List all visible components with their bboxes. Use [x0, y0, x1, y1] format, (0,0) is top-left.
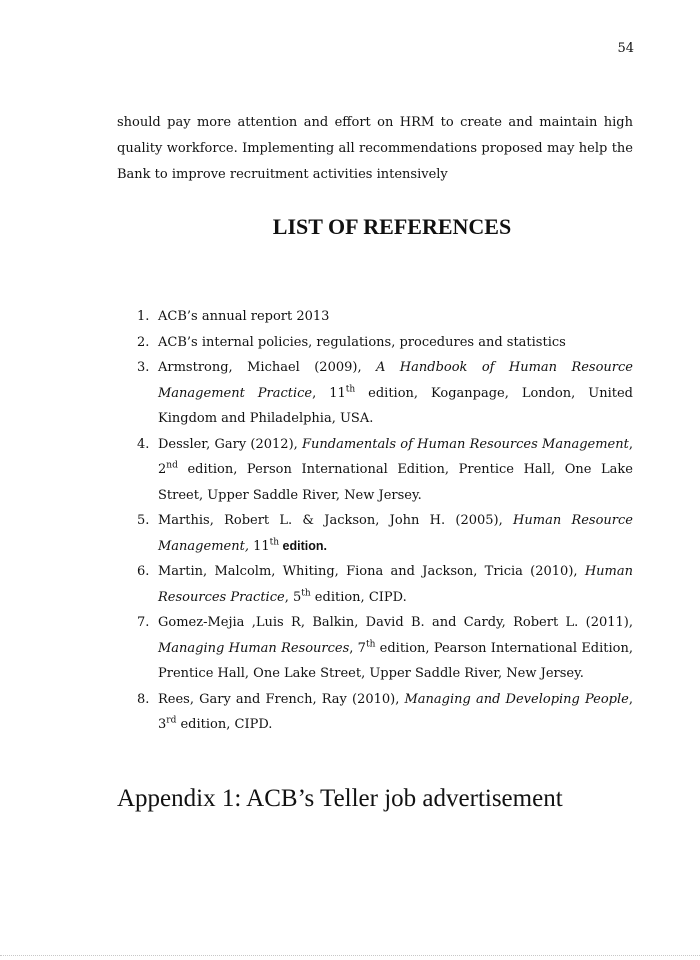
reference-title: Managing Human Resources	[158, 640, 350, 656]
appendix-heading: Appendix 1: ACB’s Teller job advertisement	[117, 785, 563, 812]
reference-title: Managing and Developing People	[404, 691, 629, 707]
reference-text: Gomez-Mejia ,Luis R, Balkin, David B. and Cardy, Robert L. (2011),	[158, 615, 633, 630]
reference-edition: , 5	[284, 589, 302, 605]
reference-item	[117, 330, 633, 356]
edition-suffix: th	[269, 537, 280, 548]
page-bottom-divider	[0, 955, 700, 956]
reference-number: 2.	[137, 334, 150, 350]
reference-edition: , 11	[312, 385, 346, 401]
body-paragraph: should pay more attention and effort on HRM to create and maintain high quality workforce. Implementing all recommendations proposed may help the Bank to improve recruitment activities intensively	[117, 115, 633, 182]
reference-text: Armstrong, Michael (2009),	[158, 360, 376, 375]
reference-publisher: edition, Person International Edition, Prentice Hall, One Lake Street, Upper Saddle River, New Jersey.	[158, 462, 633, 503]
reference-title: A Handbook of Human Resource Management Practice	[158, 360, 633, 401]
reference-number: 4.	[137, 436, 150, 452]
reference-text: Rees, Gary and French, Ray (2010),	[158, 691, 405, 707]
reference-text: ACB’s internal policies, regulations, procedures and statistics	[158, 334, 566, 350]
reference-number: 3.	[137, 360, 150, 375]
reference-title: Fundamentals of Human Resources Management	[302, 436, 629, 452]
reference-number: 7.	[137, 615, 150, 630]
page-number: 54	[617, 41, 634, 56]
reference-text: ACB’s annual report 2013	[158, 309, 330, 324]
edition-suffix: th	[301, 588, 311, 599]
reference-title: Human Resource Management,	[158, 513, 633, 554]
reference-publisher: edition, CIPD.	[310, 589, 407, 605]
reference-text: Dessler, Gary (2012),	[158, 436, 303, 452]
reference-item	[117, 687, 633, 738]
reference-number: 8.	[137, 691, 150, 707]
reference-edition: , 3	[158, 691, 633, 732]
reference-publisher: edition, Koganpage, London, United Kingdom and Philadelphia, USA.	[158, 385, 633, 426]
reference-title: Human Resources Practice	[158, 564, 633, 605]
reference-item	[117, 610, 633, 687]
reference-text: Martin, Malcolm, Whiting, Fiona and Jackson, Tricia (2010),	[158, 564, 585, 579]
reference-list	[117, 304, 633, 738]
reference-publisher: edition.	[279, 538, 327, 553]
edition-suffix: nd	[166, 460, 178, 471]
reference-item	[117, 304, 633, 330]
edition-suffix: rd	[166, 715, 177, 726]
reference-publisher: edition, CIPD.	[176, 717, 273, 732]
reference-edition: , 2	[158, 436, 633, 477]
reference-number: 6.	[137, 564, 150, 579]
reference-number: 1.	[137, 309, 150, 324]
reference-edition: , 7	[349, 640, 366, 656]
reference-edition: 11	[248, 538, 270, 554]
reference-number: 5.	[137, 513, 150, 528]
reference-publisher: edition, Pearson International Edition, Prentice Hall, One Lake Street, Upper Saddle River, New Jersey.	[158, 640, 633, 681]
reference-item	[117, 508, 633, 559]
reference-item	[117, 559, 633, 610]
edition-suffix: th	[345, 384, 356, 395]
reference-item	[117, 355, 633, 432]
reference-text: Marthis, Robert L. & Jackson, John H. (2005),	[158, 513, 514, 528]
edition-suffix: th	[365, 639, 376, 650]
reference-item	[117, 432, 633, 509]
references-heading: LIST OF REFERENCES	[272, 214, 512, 239]
